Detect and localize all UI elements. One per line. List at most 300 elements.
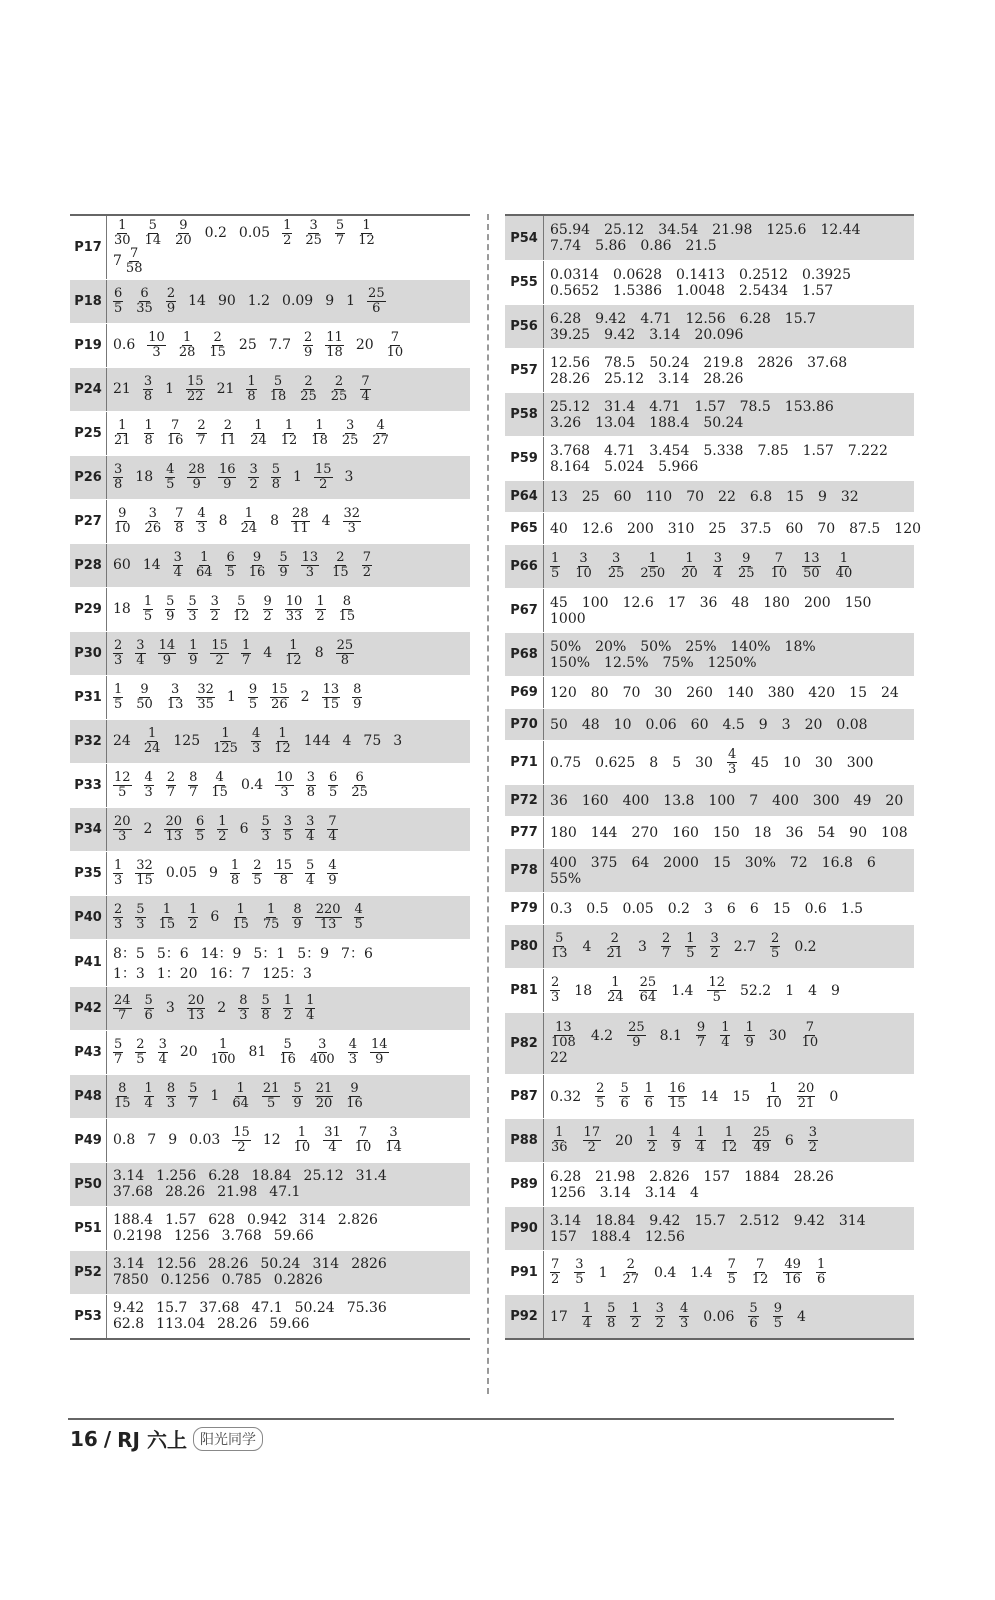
- answer-value: $\frac{21}{5}$: [262, 1080, 280, 1111]
- answer-value: 28.26: [793, 1168, 834, 1185]
- answer-value: $\frac{1}{100}$: [210, 1036, 236, 1067]
- answer-value: $\frac{7}{8}$: [175, 505, 184, 536]
- answer-value: 20: [615, 1132, 633, 1149]
- answer-value: 188.4: [649, 414, 690, 431]
- answer-value: 21.98: [595, 1168, 636, 1185]
- answer-value: 50.24: [294, 1300, 335, 1317]
- answer-value: 14：9: [200, 945, 242, 962]
- answer-value: $\frac{1}{2}$: [283, 992, 293, 1023]
- answer-list: [544, 677, 914, 708]
- answer-value: 32: [840, 488, 859, 505]
- answer-value: 2000: [663, 854, 699, 871]
- answer-row-p55: [505, 260, 914, 304]
- answer-value: $\frac{7}{4}$: [361, 373, 370, 404]
- answer-value: $\frac{5}{16}$: [279, 1036, 296, 1067]
- answer-list: [544, 785, 914, 816]
- answer-value: 25: [581, 488, 600, 505]
- answer-value: $\frac{1}{4}$: [696, 1125, 705, 1155]
- answer-list: [544, 261, 914, 304]
- answer-value: $\frac{1}{24}$: [143, 725, 161, 756]
- answer-value: $\frac{25}{49}$: [753, 1125, 770, 1155]
- answer-list: [107, 940, 470, 986]
- answer-value: $\frac{10}{3}$: [276, 769, 293, 800]
- answer-row-p52: [70, 1250, 470, 1294]
- answer-value: $\frac{1}{24}$: [607, 975, 624, 1005]
- page-code: P17: [70, 216, 107, 279]
- answer-value: $\frac{25}{9}$: [628, 1020, 645, 1050]
- answer-value: 81: [248, 1044, 267, 1061]
- answer-line: [550, 976, 908, 1004]
- answer-line: [113, 1184, 464, 1200]
- answer-value: 21.98: [217, 1184, 258, 1201]
- answer-row-p42: [70, 986, 470, 1030]
- answer-value: 15: [849, 684, 867, 701]
- answer-value: 4: [796, 1308, 806, 1325]
- answer-row-p29: [70, 587, 470, 631]
- answer-row-p25: [70, 411, 470, 455]
- answer-list: [107, 1031, 470, 1074]
- answer-value: 1: [293, 469, 302, 486]
- answer-line: [113, 683, 464, 711]
- answer-list: [107, 632, 470, 675]
- answer-value: 6: [726, 900, 736, 917]
- answer-list: [107, 987, 470, 1030]
- answer-value: 72: [789, 854, 808, 871]
- answer-value: 15: [772, 900, 791, 917]
- answer-value: 20: [804, 716, 823, 733]
- answer-value: 7: [749, 792, 759, 809]
- answer-value: 420: [808, 684, 836, 701]
- answer-value: $\frac{1}{10}$: [293, 1124, 311, 1155]
- answer-value: $\frac{7}{2}$: [551, 1257, 560, 1287]
- answer-value: $\frac{1}{64}$: [195, 549, 213, 580]
- answer-value: 150%: [550, 654, 591, 671]
- answer-value: 7.222: [847, 442, 888, 459]
- answer-value: $\frac{24}{7}$: [114, 992, 131, 1023]
- answer-value: 5.86: [595, 238, 627, 254]
- answer-value: $\frac{3}{26}$: [144, 505, 162, 536]
- answer-value: $\frac{8}{3}$: [166, 1080, 176, 1111]
- right-answer-table: [505, 214, 922, 1340]
- answer-value: $\frac{5}{3}$: [188, 593, 197, 624]
- answer-value: $\frac{1}{12}$: [358, 218, 375, 248]
- answer-value: 8: [270, 513, 280, 530]
- answer-value: $\frac{13}{15}$: [322, 681, 340, 712]
- answer-value: $\frac{6}{5}$: [226, 549, 235, 580]
- answer-line: [113, 551, 464, 579]
- answer-value: 20: [179, 1044, 198, 1061]
- answer-value: 70: [686, 488, 705, 505]
- answer-line: [550, 717, 908, 733]
- answer-value: $\frac{3}{13}$: [166, 681, 184, 712]
- answer-list: [544, 1207, 914, 1250]
- answer-value: 65.94: [550, 222, 591, 238]
- answer-line: [113, 727, 464, 755]
- answer-value: 153.86: [784, 398, 834, 415]
- answer-value: $\frac{1}{2}$: [283, 218, 292, 248]
- answer-row-p34: [70, 807, 470, 851]
- answer-value: 0.1256: [160, 1272, 210, 1289]
- answer-row-p58: [505, 392, 914, 436]
- answer-value: $\frac{17}{2}$: [583, 1125, 601, 1155]
- page-code: P40: [70, 896, 107, 939]
- footer-rule: [68, 1418, 894, 1420]
- answer-value: 12.5%: [604, 654, 649, 671]
- answer-value: $\frac{28}{9}$: [188, 461, 205, 492]
- answer-value: 4: [263, 645, 273, 662]
- page-code: P24: [70, 368, 107, 411]
- answer-value: 28.26: [217, 1316, 258, 1333]
- answer-line: [550, 639, 908, 655]
- answer-list: [544, 513, 927, 544]
- page-code: P82: [505, 1013, 544, 1074]
- answer-value: 0.06: [645, 716, 677, 733]
- answer-value: 6.28: [739, 310, 771, 327]
- answer-value: 125: [173, 733, 201, 750]
- answer-list: [107, 412, 470, 455]
- answer-value: 0.8: [113, 1132, 136, 1149]
- answer-value: $\frac{1}{5}$: [551, 551, 560, 581]
- answer-line: [113, 287, 464, 315]
- answer-value: $\frac{1}{18}$: [311, 417, 328, 448]
- answer-value: 15: [732, 1088, 751, 1105]
- answer-value: 1.5: [840, 900, 864, 917]
- answer-row-p66: [505, 544, 914, 588]
- answer-value: 1884: [744, 1168, 780, 1185]
- right-rows: [505, 214, 922, 1340]
- answer-value: 12.56: [644, 1228, 685, 1245]
- answer-value: 2.826: [337, 1212, 378, 1229]
- page-code: P26: [70, 456, 107, 499]
- answer-value: 3.768: [221, 1228, 262, 1245]
- answer-value: 3.454: [649, 442, 690, 459]
- answer-value: 3.14: [644, 1184, 676, 1201]
- page-code: P90: [505, 1207, 544, 1250]
- answer-list: [107, 1295, 470, 1338]
- answer-value: 7850: [113, 1272, 149, 1289]
- answer-value: 30: [695, 754, 713, 771]
- answer-row-p32: [70, 719, 470, 763]
- answer-value: $\frac{5}{8}$: [607, 1301, 616, 1331]
- answer-value: $\frac{13}{108}$: [551, 1020, 576, 1050]
- answer-value: 8: [649, 754, 659, 771]
- answer-list: [544, 893, 914, 924]
- answer-list: [107, 500, 470, 543]
- answer-value: 45: [751, 754, 770, 771]
- answer-value: 2826: [351, 1256, 387, 1273]
- page-code: P79: [505, 893, 544, 924]
- answer-value: 21: [113, 381, 131, 398]
- answer-value: 1000: [550, 610, 586, 627]
- answer-row-p82: [505, 1012, 914, 1074]
- answer-value: $\frac{21}{20}$: [315, 1080, 333, 1111]
- answer-list: [544, 1119, 914, 1162]
- answer-value: $\frac{15}{22}$: [187, 373, 204, 404]
- answer-value: 2.826: [649, 1168, 690, 1185]
- answer-value: 64: [631, 854, 650, 871]
- answer-value: 0.06: [703, 1308, 735, 1325]
- answer-row-p65: [505, 512, 922, 544]
- answer-value: 30: [814, 754, 833, 771]
- answer-value: 7.74: [550, 238, 582, 254]
- answer-value: 12.44: [820, 222, 861, 238]
- answer-value: 144: [590, 824, 618, 841]
- answer-value: $\frac{3}{4}$: [158, 1036, 167, 1067]
- answer-value: $\frac{32}{15}$: [136, 857, 153, 888]
- answer-value: $\frac{10}{3}$: [148, 329, 165, 360]
- answer-value: 1：3: [113, 965, 145, 982]
- answer-value: $\frac{8}{9}$: [353, 681, 362, 712]
- answer-value: 7：6: [341, 945, 373, 962]
- answer-value: $\frac{4}{3}$: [348, 1036, 357, 1067]
- answer-value: $\frac{20}{13}$: [165, 813, 183, 844]
- answer-value: $\frac{9}{25}$: [738, 551, 755, 581]
- answer-value: 75: [363, 733, 382, 750]
- answer-value: $\frac{1}{3}$: [114, 857, 123, 888]
- answer-value: 1256: [550, 1184, 586, 1201]
- answer-value: $\frac{6}{5}$: [196, 813, 205, 844]
- answer-row-p54: [505, 216, 914, 260]
- answer-value: 1: [346, 293, 356, 310]
- page-code: P69: [505, 677, 544, 708]
- answer-row-p68: [505, 632, 914, 676]
- answer-value: $\frac{10}{33}$: [285, 593, 303, 624]
- answer-value: $\frac{9}{2}$: [263, 593, 272, 624]
- answer-line: [550, 267, 908, 283]
- page-code: P89: [505, 1163, 544, 1206]
- answer-value: 157: [703, 1168, 731, 1185]
- answer-value: 0.2: [794, 938, 817, 955]
- answer-value: 4.71: [649, 398, 681, 415]
- answer-value: $\frac{5}{8}$: [271, 461, 281, 492]
- answer-list: [107, 764, 470, 807]
- answer-list: [107, 1119, 470, 1162]
- answer-value: 6: [210, 909, 220, 926]
- answer-value: 9: [209, 865, 218, 882]
- answer-value: 15.7: [784, 310, 816, 327]
- answer-value: 125：3: [262, 965, 312, 982]
- answer-value: 31.4: [604, 398, 636, 415]
- answer-line: [550, 327, 908, 343]
- answer-value: 50%: [550, 638, 582, 655]
- answer-value: 59.66: [269, 1316, 310, 1333]
- answer-list: [107, 896, 470, 939]
- answer-value: 0.5: [586, 900, 609, 917]
- answer-value: 3: [703, 900, 713, 917]
- answer-value: 3.14: [599, 1184, 631, 1201]
- answer-value: 7.7: [268, 337, 291, 354]
- answer-value: 15: [786, 488, 804, 505]
- answer-value: $\frac{8}{15}$: [114, 1080, 131, 1111]
- answer-value: $\frac{9}{20}$: [175, 218, 192, 248]
- answer-value: 12.6: [581, 520, 613, 537]
- answer-value: 36: [699, 594, 718, 611]
- answer-value: 28.26: [208, 1256, 249, 1273]
- answer-line: [113, 1168, 464, 1184]
- answer-value: $\frac{20}{21}$: [797, 1081, 815, 1111]
- answer-list: [544, 1163, 914, 1206]
- answer-line: [550, 459, 908, 475]
- answer-value: 90: [849, 824, 867, 841]
- answer-value: 314: [299, 1212, 326, 1229]
- answer-value: $\frac{1}{4}$: [721, 1020, 730, 1050]
- answer-value: $\frac{14}{9}$: [158, 637, 176, 668]
- page-code: P91: [505, 1251, 544, 1294]
- answer-value: 37.5: [740, 520, 772, 537]
- answer-value: 140: [726, 684, 754, 701]
- answer-value: $\frac{5}{6}$: [144, 992, 153, 1023]
- page-code: P87: [505, 1075, 544, 1118]
- answer-value: 0.0628: [613, 266, 662, 283]
- answer-row-p50: [70, 1162, 470, 1206]
- answer-row-p78: [505, 848, 914, 892]
- answer-value: $\frac{4}{5}$: [354, 901, 363, 932]
- answer-value: $\frac{1}{21}$: [114, 417, 131, 448]
- answer-value: $\frac{3}{25}$: [607, 551, 625, 581]
- answer-value: 70: [817, 520, 836, 537]
- answer-value: $\frac{7}{4}$: [328, 813, 337, 844]
- answer-value: 400: [550, 854, 577, 871]
- page-code: P48: [70, 1075, 107, 1118]
- answer-line: [113, 943, 464, 963]
- answer-line: [113, 247, 464, 275]
- answer-list: [544, 849, 914, 892]
- answer-value: $\frac{7}{10}$: [354, 1124, 372, 1155]
- answer-value: 144: [303, 733, 331, 750]
- answer-value: 9: [831, 982, 840, 999]
- answer-row-p41: [70, 939, 470, 986]
- answer-value: $\frac{1}{64}$: [232, 1080, 249, 1111]
- answer-value: $\frac{2}{9}$: [304, 329, 313, 360]
- answer-list: [544, 589, 914, 632]
- answer-row-p53: [70, 1294, 470, 1338]
- answer-value: 18: [113, 601, 131, 618]
- page-code: P53: [70, 1295, 107, 1338]
- answer-list: [544, 633, 914, 676]
- answer-value: 36: [550, 792, 568, 809]
- answer-value: $\frac{5}{9}$: [166, 593, 175, 624]
- answer-row-p92: [505, 1294, 914, 1338]
- answer-value: 22: [718, 488, 736, 505]
- answer-line: [550, 871, 908, 887]
- answer-value: $\frac{31}{4}$: [324, 1124, 341, 1155]
- answer-value: $\frac{5}{4}$: [306, 857, 315, 888]
- answer-value: $\frac{2}{7}$: [661, 931, 671, 961]
- answer-value: 0.6: [113, 337, 136, 354]
- answer-value: 13.04: [595, 414, 636, 431]
- answer-value: 0.2198: [113, 1228, 162, 1245]
- answer-value: $\frac{1}{12}$: [285, 637, 302, 668]
- answer-value: 4.5: [722, 716, 745, 733]
- answer-value: 30: [654, 684, 673, 701]
- answer-row-p43: [70, 1030, 470, 1074]
- answer-value: 0.2512: [739, 266, 788, 283]
- answer-value: 3.14: [649, 326, 681, 343]
- answer-list: [107, 1163, 470, 1206]
- answer-value: 70: [622, 684, 641, 701]
- answer-value: $\frac{32}{3}$: [343, 505, 361, 536]
- answer-value: 8: [314, 645, 324, 662]
- answer-value: $\frac{4}{3}$: [251, 725, 261, 756]
- answer-row-p77: [505, 816, 914, 848]
- answer-value: $\frac{3}{25}$: [341, 417, 359, 448]
- answer-list: [544, 393, 914, 436]
- answer-value: 3: [165, 1000, 175, 1017]
- answer-value: 0.2: [204, 225, 227, 242]
- answer-value: $\frac{1}{125}$: [213, 725, 238, 756]
- answer-value: 6.8: [749, 488, 773, 505]
- answer-value: 48: [581, 716, 600, 733]
- answer-line: [550, 595, 908, 611]
- answer-line: [113, 1272, 464, 1288]
- answer-value: 1: [598, 1264, 608, 1281]
- answer-value: $\frac{1}{12}$: [280, 417, 298, 448]
- answer-value: 3.14: [658, 370, 690, 387]
- answer-value: 25.12: [550, 398, 591, 415]
- page-code: P18: [70, 280, 107, 323]
- answer-value: 14: [142, 557, 161, 574]
- answer-list: [107, 1251, 470, 1294]
- answer-value: 1250%: [707, 654, 757, 671]
- answer-value: 7 $\frac{7}{58}$: [113, 246, 143, 276]
- answer-line: [113, 1228, 464, 1244]
- answer-value: 160: [672, 824, 699, 841]
- answer-value: $\frac{1}{8}$: [144, 417, 153, 448]
- answer-line: [550, 1258, 908, 1286]
- answer-value: $\frac{2}{25}$: [330, 373, 348, 404]
- answer-value: 380: [767, 684, 795, 701]
- answer-value: 4: [808, 982, 818, 999]
- answer-value: $\frac{1}{2}$: [631, 1301, 640, 1331]
- answer-line: [550, 685, 908, 701]
- answer-value: 60: [113, 557, 131, 574]
- answer-row-p70: [505, 708, 914, 740]
- answer-value: 5.024: [604, 458, 645, 475]
- page-code: P54: [505, 216, 544, 260]
- answer-value: 14: [700, 1088, 719, 1105]
- answer-value: $\frac{5}{18}$: [269, 373, 287, 404]
- page-code: P64: [505, 481, 544, 512]
- answer-list: [544, 481, 914, 512]
- answer-row-p48: [70, 1074, 470, 1118]
- answer-value: 30: [768, 1027, 787, 1044]
- answer-value: 55%: [550, 870, 582, 887]
- answer-line: [113, 1256, 464, 1272]
- answer-row-p79: [505, 892, 914, 924]
- answer-value: 0.3: [550, 900, 573, 917]
- answer-value: $\frac{3}{2}$: [249, 461, 258, 492]
- answer-line: [550, 222, 908, 238]
- page-code: P35: [70, 852, 107, 895]
- answer-value: 0.942: [247, 1212, 288, 1229]
- answer-value: 1.256: [156, 1168, 197, 1185]
- answer-value: 400: [772, 792, 799, 809]
- answer-value: 47.1: [251, 1300, 283, 1317]
- answer-value: $\frac{8}{7}$: [189, 769, 198, 800]
- answer-value: 54: [817, 824, 836, 841]
- answer-value: 180: [550, 824, 577, 841]
- answer-value: $\frac{7}{10}$: [770, 551, 788, 581]
- answer-value: 0.2826: [273, 1272, 323, 1289]
- answer-value: $\frac{2}{5}$: [136, 1036, 145, 1067]
- page-footer: 16 / RJ 六上 阳光同学: [70, 1424, 263, 1453]
- answer-value: 0.785: [221, 1272, 262, 1289]
- answer-value: 0.4: [240, 777, 264, 794]
- answer-value: $\frac{5}{9}$: [279, 549, 288, 580]
- answer-value: 17: [667, 594, 686, 611]
- answer-value: 12.6: [622, 594, 654, 611]
- answer-row-p81: [505, 968, 914, 1012]
